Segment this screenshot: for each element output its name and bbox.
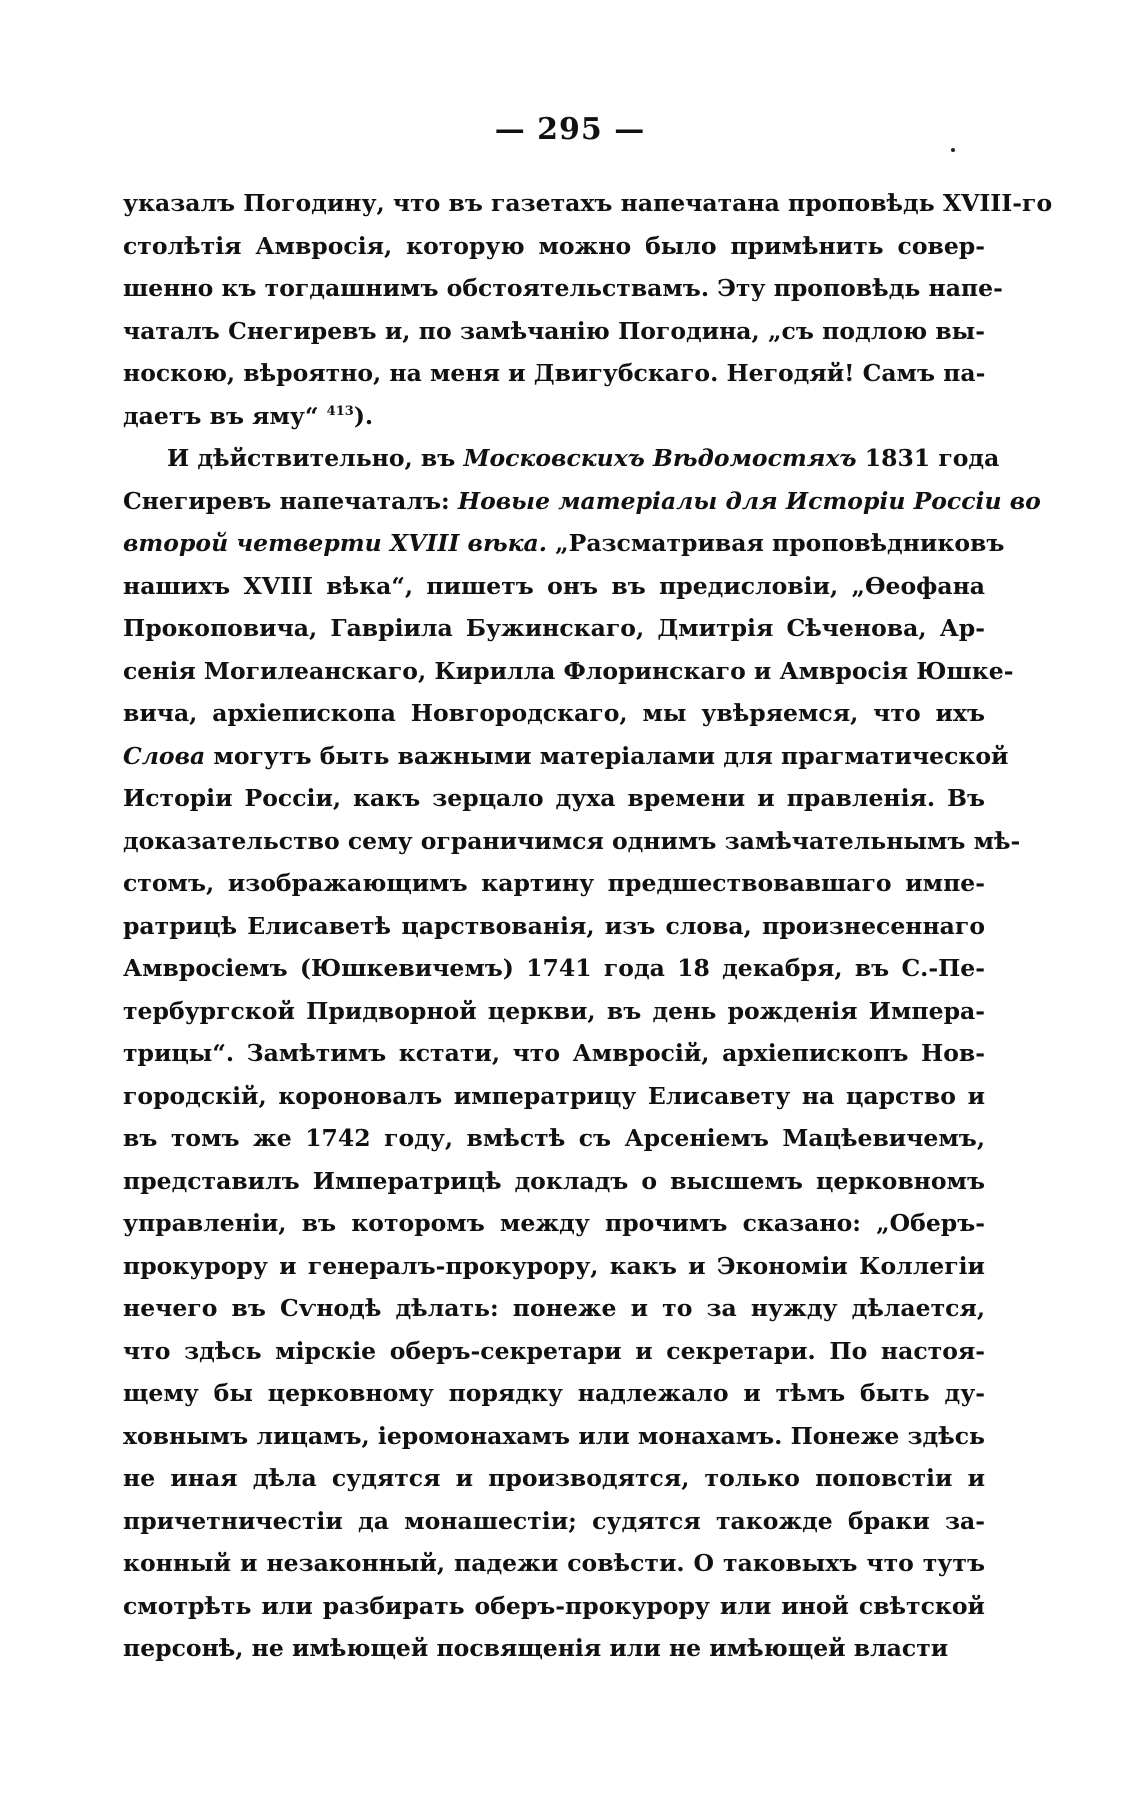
text-line: что здѣсь мірскіе оберъ-секретари и секретари. По настоя- (123, 1336, 985, 1365)
text-line: ратрицѣ Елисаветѣ царствованія, изъ слова, произнесеннаго (123, 911, 985, 940)
text-line: даетъ въ яму“ $^{413}$). (123, 401, 374, 430)
text-line: Прокоповича, Гавріила Бужинскаго, Дмитрія Сѣченова, Ар- (123, 614, 985, 642)
text-line: причетничестіи да монашестіи; судятся такожде браки за- (123, 1506, 985, 1535)
text-line: шенно къ тогдашнимъ обстоятельствамъ. Эту проповѣдь напе- (123, 274, 1003, 302)
text-line: не иная дѣла судятся и производятся, только поповстіи и (123, 1464, 985, 1492)
text-line: второй четверти XVIII вѣка. „Разсматривая проповѣдниковъ (123, 529, 1005, 557)
text-line: Исторіи Россіи, какъ зерцало духа времени и правленія. Въ (123, 784, 985, 812)
page-number: — 295 — (494, 112, 646, 147)
text-line: щему бы церковному порядку надлежало и тѣмъ быть ду- (123, 1379, 985, 1407)
text-line: вича, архіепископа Новгородскаго, мы увѣряемся, что ихъ (123, 699, 985, 727)
text-line: доказательство сему ограничимся однимъ замѣчательнымъ мѣ- (123, 826, 1021, 855)
text-line: управленіи, въ которомъ между прочимъ сказано: „Оберъ- (123, 1209, 985, 1237)
text-line: указалъ Погодину, что въ газетахъ напечатана проповѣдь XVIII-го (123, 189, 1053, 217)
text-line: прокурору и генералъ-прокурору, какъ и Экономіи Коллегіи (123, 1251, 985, 1280)
text-line: чаталъ Снегиревъ и, по замѣчанію Погодина, „съ подлою вы- (123, 316, 985, 345)
text-line: столѣтія Амвросія, которую можно было примѣнить совер- (123, 231, 985, 260)
text-line: носкою, вѣроятно, на меня и Двигубскаго. Негодяй! Самъ па- (123, 359, 986, 387)
text-line: Снегиревъ напечаталъ: Новые матеріалы для Исторіи Россіи во (123, 486, 1041, 515)
print-speck (951, 148, 955, 152)
italic-title: Новые матеріалы для Исторіи Россіи во (457, 486, 1041, 515)
paragraph (123, 182, 1053, 437)
text-line: представилъ Императрицѣ докладъ о высшемъ церковномъ (123, 1166, 985, 1195)
text-line: стомъ, изображающимъ картину предшествовавшаго импе- (123, 869, 985, 897)
text-line: Амвросіемъ (Юшкевичемъ) 1741 года 18 декабря, въ С.-Пе- (123, 954, 985, 982)
text-line: тербургской Придворной церкви, въ день рожденія Импера- (123, 996, 985, 1025)
text-line: городскій, короновалъ императрицу Елисавету на царство и (123, 1081, 985, 1110)
body-text (123, 182, 1053, 1670)
text-line: персонѣ, не имѣющей посвященія или не имѣющей власти (123, 1634, 949, 1662)
paragraph (123, 437, 1041, 1670)
text-line: въ томъ же 1742 году, вмѣстѣ съ Арсеніемъ Мацѣевичемъ, (123, 1124, 985, 1152)
italic-title: Слова (123, 741, 206, 770)
text-line: конный и незаконный, падежи совѣсти. О таковыхъ что тутъ (123, 1549, 985, 1577)
text-line: нашихъ XVIII вѣка“, пишетъ онъ въ предисловіи, „Ѳеофана (123, 571, 985, 600)
text-line: смотрѣть или разбирать оберъ-прокурору или иной свѣтской (123, 1591, 985, 1620)
text-line: Слова могутъ быть важными матеріалами для прагматической (123, 741, 1009, 770)
text-line: И дѣйствительно, въ Московскихъ Вѣдомостяхъ 1831 года (167, 444, 1000, 472)
text-line: сенія Могилеанскаго, Кирилла Флоринскаго и Амвросія Юшке- (123, 656, 1014, 685)
footnote-marker: 413 (326, 403, 354, 419)
italic-title: второй четверти XVIII вѣка. (123, 529, 547, 557)
text-line: ховнымъ лицамъ, іеромонахамъ или монахамъ. Понеже здѣсь (123, 1421, 985, 1450)
text-line: нечего въ Сѵнодѣ дѣлать: понеже и то за нужду дѣлается, (123, 1294, 985, 1322)
italic-title: Московскихъ Вѣдомостяхъ (463, 444, 857, 472)
text-line: трицы“. Замѣтимъ кстати, что Амвросій, архіепископъ Нов- (123, 1039, 985, 1067)
